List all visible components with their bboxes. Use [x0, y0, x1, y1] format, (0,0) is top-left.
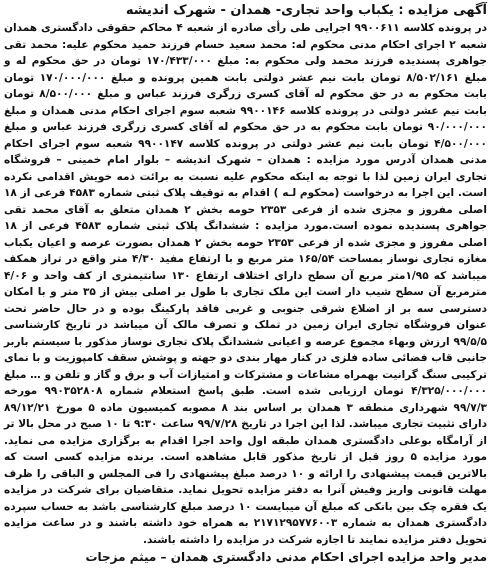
- notice-signature: مدیر واحد مزایده اجرای احکام مدنی دادگستری همدان – میثم مزجات: [85, 550, 487, 564]
- notice-body: در پرونده کلاسه ۹۹۰۰۶۱۱ اجرایی طی رأی صادره از شعبه ۴ محاکم حقوقی دادگستری همدان شعبه ۲ اجرای احکام مدنی محکوم له: محمد سعید حسام فرزند حمید محکوم علیه: محمد تقی جواهری پسندیده فرزند محمد ولی محکوم به: مبلغ ۱۷۰/۴۳۳/۰۰۰ تومان در حق محکوم له و مبلغ ۸/۵۰۲/۱۶۱ تومان بابت نیم عشر دولتی بابت همین پرونده و مبلغ ۱۷۰/۰۰۰/۰۰۰ تومان بابت محکوم به در حق محکوم له آقای کسری زرگری فرزند عباس و مبلغ ۸/۵۰۰/۰۰۰ تومان بابت نیم عشر دولتی در پرونده کلاسه ۹۹۰۰۱۴۶ شعبه سوم اجرای احکام مدنی همدان و مبلغ ۹۰/۰۰۰/۰۰۰ تومان بابت محکوم به در حق محکوم له آقای کسری زرگری فرزند عباس و مبلغ ۴/۵۰۰/۰۰۰ تومان بابت نیم عشر دولتی در پرونده کلاسه ۹۹۰۰۱۴۷ شعبه سوم اجرای احکام مدنی همدان آدرس مورد مزایده : همدان – شهرک اندیشه – بلوار امام خمینی – فروشگاه تجاری ایران زمین لذا با توجه به اینکه محکوم علیه نسبت به برائت ذمه خویش اقدامی نکرده است. این اجرا به درخواست (محکوم لـه ) اقدام به توقیف پلاک ثبتی شماره ۴۵۸۳ فرعی از ۱۸ اصلی مفروز و مجزی شده از فرعی ۲۳۵۳ حومه بخش ۲ همدان متعلق به آقای محمد تقی جواهری پسندیده نموده است.مورد مزایده : ششدانگ پلاک ثبتی شماره ۴۵۸۳ فرعی از ۱۸ اصلی مفروز و مجزی شده از فرعی ۲۳۵۳ حومه بخش ۲ همدان بصورت عرصه و اعیان یکباب مغازه تجاری نوساز بمساحت ۱۶۵/۵۴ متر مربع و با ارتفاع مفید ۴/۳۰ متر واقع در تراز همکف میباشد که ۱/۹۵متر مربع آن سطح دارای اختلاف ارتفاع ۱۳۰ سانتیمتری از کف واحد و ۴/۰۶ مترمربع آن سطح شیب دار است این ملک تجاری با طول بر اصلی بیش از ۳۵ متر و با امکان دسترسی سه بر از اضلاع شرقی جنوبی و غربی فاقد پارکینگ بوده و در حال حاضر تحت عنوان فروشگاه تجاری ایران زمین در تملک و تصرف مالک آن میباشد در تاریخ کارشناسی ۹۹/۵/۵ ارزش وبهاء مجموع عرصه و اعیانی ششدانگ پلاک تجاری نوساز مذکور با سیستم باربر جانبی قاب فضائی ساده فلزی در کنار مهار بندی دو جهته و پوشش سقف کامپوزیت و با نمای ترکیبی سنگ گرانیت بهمراه مشاعات و مشترکات و امتیازات آب و برق و گاز و تلفن و … مبلغ ۴/۳۲۵/۰۰۰/۰۰۰ تومان ارزیابی شده است. طبق پاسخ استعلام شماره ۹۹۰۳۵۲۸۰۸ مورخه ۹۹/۷/۳ شهرداری منطقه ۳ همدان بر اساس بند ۸ مصوبه کمیسیون ماده ۵ مورخ ۸۹/۱۲/۲۱ دارای تثبیت تجاری میباشد. لذا این اجرا در تاریخ ۹۹/۷/۲۸ ساعت ۹:۳۰ تا ۱۰ صبح در محل بالا تر از آرامگاه بوعلی دادگستری همدان طبقه اول واحد اجرا اقدام به برگزاری مزایده می نماید. مورد مزایده ۵ روز قبل از تاریخ مذکور قابل مشاهده است. برنده مزایده کسی است که بالاترین قیمت پیشنهادی را ارائه و ۱۰ درصد مبلغ پیشنهادی را فی المجلس و الباقی را ظرف مهلت قانونی واریز وفیش آنرا به دفتر مزایده تحویل نماید. متقاضیان برای شرکت در مزایده یک فقره چک بین بانکی که مبلغ آن میبایست ۱۰ درصد مبلغ کارشناسی باشد به حساب سپرده دادگستری همدان به شماره ۲۱۷۱۲۹۵۷۷۶۰۰۳ به همراه خود داشته باشند و در ساعت مزایده تحویل دفتر مزایده نمایند تا اجازه شرکت در مزایده را داشته باشند.: [4, 22, 488, 546]
- notice-title: آگهی مزایده : یکباب واحد تجاری- همدان - شهرک اندیشه: [125, 3, 487, 18]
